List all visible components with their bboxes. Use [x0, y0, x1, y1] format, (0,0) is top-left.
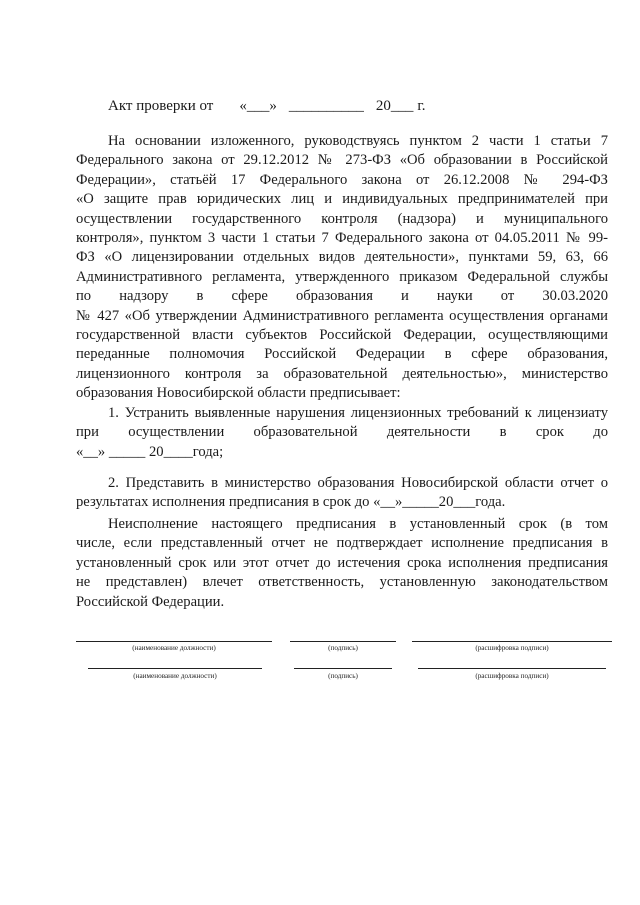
signature-line [294, 668, 392, 669]
item-1-paragraph [76, 404, 608, 462]
item-line: «__» _____ 20____года; [76, 443, 224, 460]
paragraph-line: не представлен) влечет ответственность, установленную законодательством [76, 574, 608, 591]
paragraph-line: ФЗ «О лицензировании отдельных видов деятельности», пунктами 59, 63, 66 [76, 249, 608, 266]
position-signature-line [88, 668, 262, 669]
paragraph-line: Административного регламента, утвержденного приказом Федеральной службы [76, 268, 608, 285]
item-line: 1. Устранить выявленные нарушения лицензионных требований к лицензиату [108, 405, 608, 421]
paragraph-line: Российской Федерации. [76, 593, 225, 610]
paragraph-line: переданные полномочия Российской Федерации в сфере образования, [76, 346, 608, 363]
item-line: при осуществлении образовательной деятельности в срок до [76, 424, 608, 441]
signature-line [290, 641, 396, 642]
paragraph-line: На основании изложенного, руководствуясь пунктом 2 части 1 статьи 7 [108, 133, 608, 149]
paragraph-line: контроля», пунктом 3 части 1 статьи 7 Федерального закона от 04.05.2011 № 99- [76, 230, 608, 247]
paragraph-line: «О защите прав юридических лиц и индивидуальных предпринимателей при [76, 191, 608, 208]
basis-paragraph [76, 132, 608, 404]
paragraph-line: числе, если представленный отчет не подтверждает исполнение предписания в [76, 535, 608, 552]
act-month-blank: __________ [288, 98, 364, 114]
paragraph-line: по надзору в сфере образования и науки от 30.03.2020 [76, 288, 608, 305]
item-line: 2. Представить в министерство образования Новосибирской области отчет о [108, 475, 608, 491]
paragraph-line: лицензионного контроля за образовательной деятельностью», министерство [76, 365, 608, 382]
decoding-caption: (расшифровка подписи) [475, 672, 549, 680]
act-label: Акт проверки от [108, 98, 214, 114]
paragraph-line: государственной власти субъектов Российской Федерации, осуществляющими [76, 327, 608, 344]
position-caption: (наименование должности) [133, 672, 217, 680]
position-signature-line [76, 641, 272, 642]
position-caption: (наименование должности) [132, 644, 216, 652]
item-2-paragraph [76, 474, 608, 513]
act-day-blank: «___» [239, 98, 277, 114]
paragraph-line: Неисполнение настоящего предписания в установленный срок (в том [108, 516, 608, 532]
decoding-signature-line [412, 641, 612, 642]
signature-caption: (подпись) [328, 672, 358, 680]
liability-paragraph [76, 515, 608, 612]
paragraph-line: Федерального закона от 29.12.2012 № 273-ФЗ «Об образовании в Российской [76, 152, 608, 169]
paragraph-line: Федерации», статьёй 17 Федерального закона от 26.12.2008 № 294-ФЗ [76, 171, 608, 188]
act-year-blank: 20___ [375, 98, 414, 114]
paragraph-line: № 427 «Об утверждении Административного регламента осуществления органами [76, 307, 608, 324]
decoding-caption: (расшифровка подписи) [475, 644, 549, 652]
paragraph-line: образования Новосибирской области предписывает: [76, 385, 401, 402]
act-year-suffix: г. [417, 98, 426, 114]
decoding-signature-line [418, 668, 606, 669]
paragraph-line: осуществлении государственного контроля (надзора) и муниципального [76, 210, 608, 227]
paragraph-line: установленный срок или этот отчет до истечения срока исполнения предписания [76, 554, 608, 571]
signature-caption: (подпись) [328, 644, 358, 652]
item-line: результатах исполнения предписания в срок до «__»_____20___года. [76, 494, 506, 511]
act-date-line [108, 98, 426, 115]
